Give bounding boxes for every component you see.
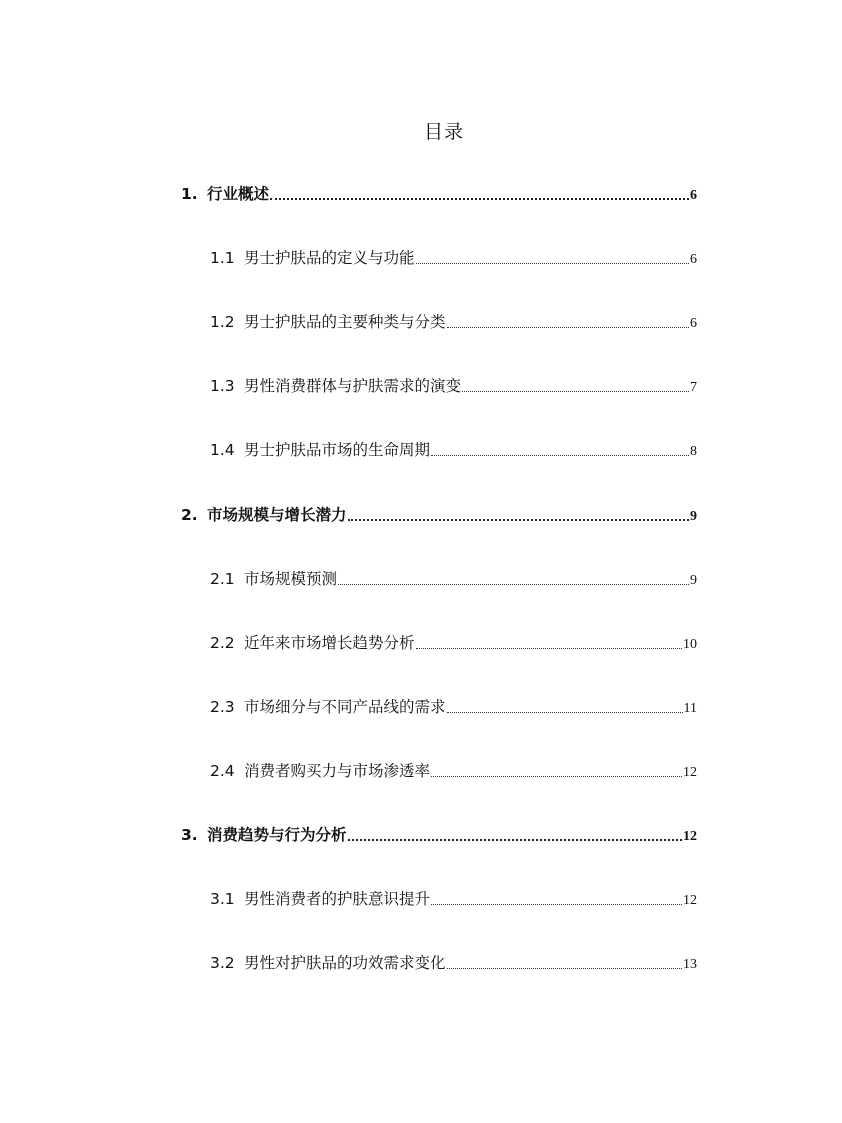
- toc-entry-title: 市场规模预测: [244, 570, 338, 588]
- toc-entry-1[interactable]: [181, 182, 697, 206]
- toc-entry-page: 12: [683, 893, 697, 908]
- toc-entry-title: 男性消费群体与护肤需求的演变: [244, 377, 462, 395]
- dot-leader: [431, 775, 682, 777]
- dot-leader: [447, 326, 689, 328]
- dot-leader: [447, 967, 682, 969]
- dot-leader: [338, 583, 689, 585]
- toc-entry-number: 2.: [181, 506, 198, 524]
- toc-entry-number: 2.3: [210, 698, 235, 716]
- toc-entry-title: 男性消费者的护肤意识提升: [244, 890, 431, 908]
- dot-leader: [416, 262, 689, 264]
- toc-entry-page: 9: [690, 573, 697, 588]
- toc-entry-2[interactable]: [181, 503, 697, 527]
- toc-entry-page: 8: [690, 444, 697, 459]
- toc-entry-2-4[interactable]: [210, 759, 697, 783]
- page-title: 目录: [423, 121, 464, 143]
- toc-entry-number: 1.: [181, 185, 198, 203]
- toc-entry-1-1[interactable]: [210, 246, 697, 270]
- toc-entry-title: 消费趋势与行为分析: [207, 826, 347, 844]
- toc-entry-page: 12: [683, 829, 697, 844]
- toc-entry-page: 6: [690, 316, 697, 331]
- toc-entry-2-1[interactable]: [210, 567, 697, 591]
- dot-leader: [348, 838, 682, 841]
- toc-entry-number: 2.2: [210, 634, 235, 652]
- toc-entry-1-4[interactable]: [210, 438, 697, 462]
- toc-entry-3-1[interactable]: [210, 887, 697, 911]
- toc-entry-page: 6: [690, 188, 697, 203]
- toc-entry-title: 近年来市场增长趋势分析: [244, 634, 415, 652]
- toc-entry-title: 男性对护肤品的功效需求变化: [244, 954, 446, 972]
- dot-leader: [447, 711, 683, 713]
- toc-entry-3[interactable]: [181, 823, 697, 847]
- toc-entry-number: 2.1: [210, 570, 235, 588]
- toc-entry-title: 市场规模与增长潜力: [207, 506, 347, 524]
- toc-entry-title: 男士护肤品的定义与功能: [244, 249, 415, 267]
- toc-entry-page: 9: [690, 509, 697, 524]
- toc-entry-1-3[interactable]: [210, 374, 697, 398]
- toc-entry-title: 男士护肤品市场的生命周期: [244, 441, 431, 459]
- dot-leader: [270, 197, 689, 200]
- toc-entry-page: 7: [690, 380, 697, 395]
- toc-entry-title: 消费者购买力与市场渗透率: [244, 762, 431, 780]
- toc-entry-number: 3.: [181, 826, 198, 844]
- toc-entry-2-3[interactable]: [210, 695, 697, 719]
- toc-entry-number: 1.2: [210, 313, 235, 331]
- toc-entry-number: 2.4: [210, 762, 235, 780]
- toc-entry-page: 6: [690, 252, 697, 267]
- toc-entry-number: 1.4: [210, 441, 235, 459]
- toc-entry-number: 1.1: [210, 249, 235, 267]
- toc-entry-page: 10: [683, 637, 697, 652]
- toc-entry-number: 3.2: [210, 954, 235, 972]
- dot-leader: [348, 518, 689, 521]
- toc-entry-1-2[interactable]: [210, 310, 697, 334]
- toc-entry-number: 3.1: [210, 890, 235, 908]
- toc-entry-title: 市场细分与不同产品线的需求: [244, 698, 446, 716]
- toc-entry-number: 1.3: [210, 377, 235, 395]
- toc-entry-page: 12: [683, 765, 697, 780]
- toc-entry-2-2[interactable]: [210, 631, 697, 655]
- toc-entry-title: 行业概述: [207, 185, 270, 203]
- toc-entry-page: 11: [683, 701, 697, 716]
- toc-entry-title: 男士护肤品的主要种类与分类: [244, 313, 446, 331]
- dot-leader: [462, 390, 689, 392]
- dot-leader: [431, 903, 682, 905]
- toc-entry-3-2[interactable]: [210, 951, 697, 975]
- toc-entry-page: 13: [683, 957, 697, 972]
- dot-leader: [416, 647, 682, 649]
- dot-leader: [431, 454, 689, 456]
